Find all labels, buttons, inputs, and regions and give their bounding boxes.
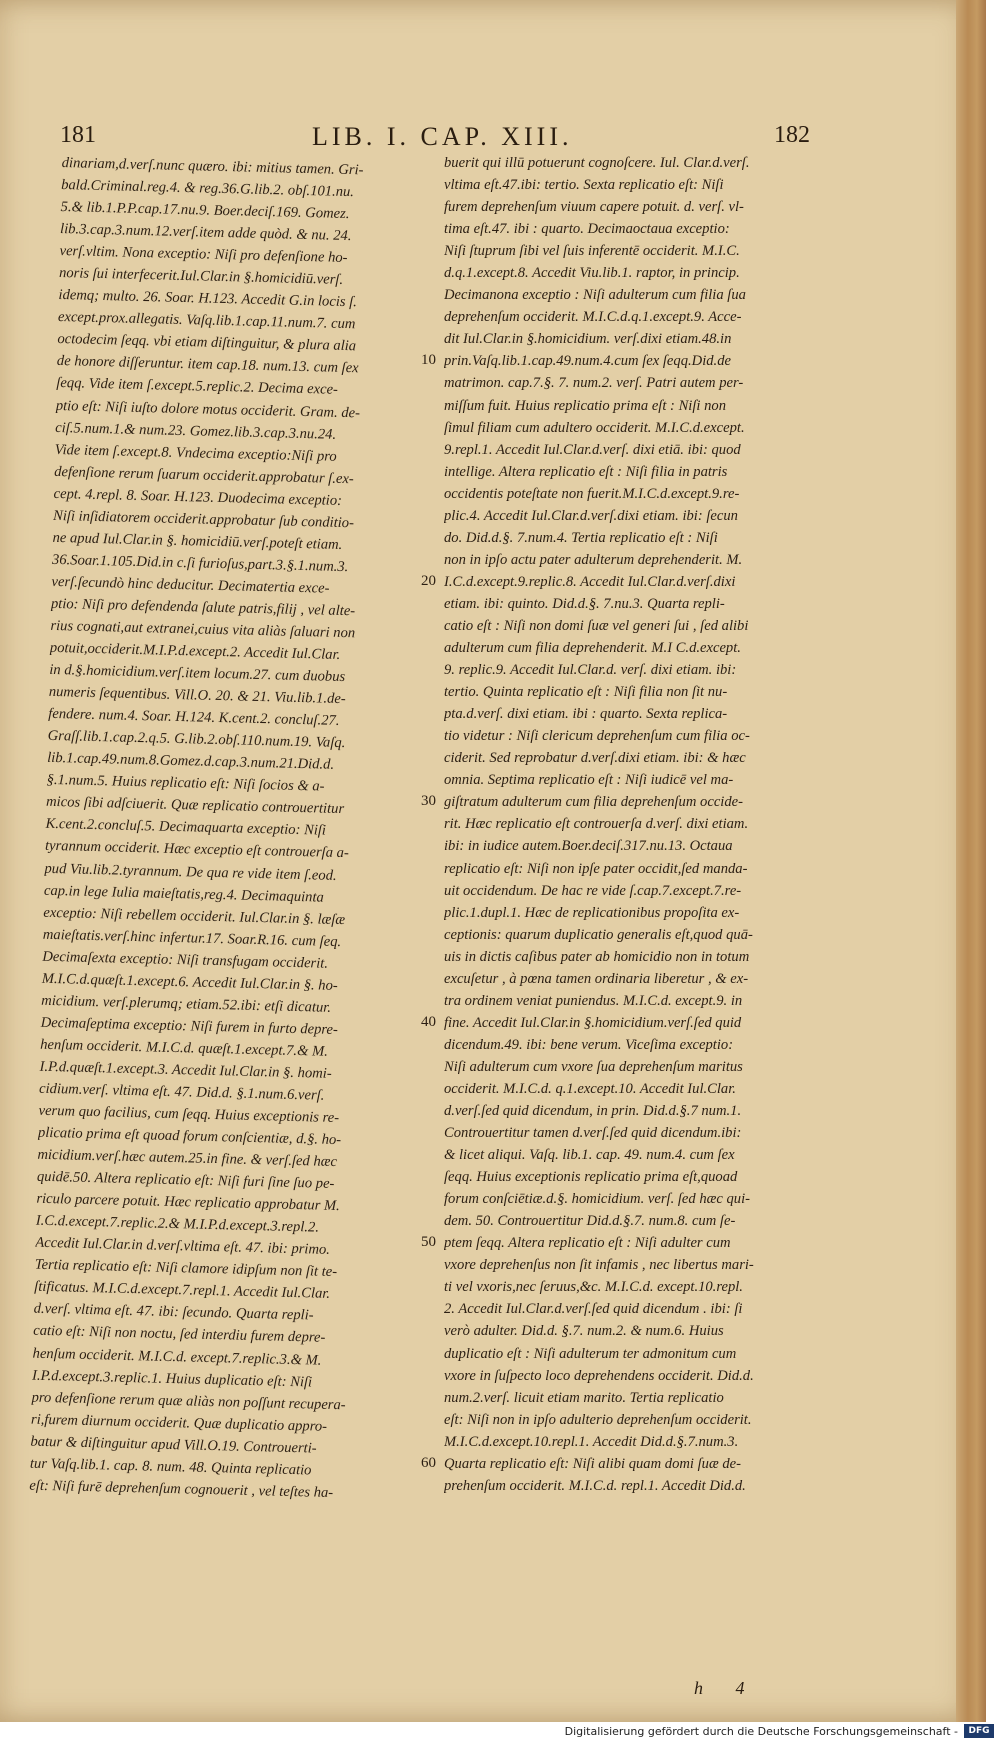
line-number: 20 [421, 572, 436, 589]
text-line: lib.1.cap.49.num.8.Gomez.d.cap.3.num.21.Did.d. [46, 750, 335, 774]
text-line: §.1.num.5. Huius replicatio eſt: Niſi ſocios & a- [46, 772, 325, 795]
line-number: 10 [421, 352, 436, 369]
text-line: I.P.d.except.3.replic.1. Huius duplicatio eſt: Niſi [31, 1367, 313, 1391]
text-line: matrimon. cap.7.§. 7. num.2. verſ. Patri autem per- [444, 375, 744, 392]
text-line: K.cent.2.concluſ.5. Decimaquarta exceptio: Niſi [45, 816, 327, 840]
text-line: 2. Accedit Iul.Clar.d.verſ.ſed quid dicendum . ibi: ſi [444, 1301, 743, 1318]
text-line: Decimanona exceptio : Niſi adulterum cum filia ſua [444, 287, 746, 304]
text-line: Controuertitur tamen d.verſ.ſed quid dicendum.ibi: [444, 1125, 742, 1142]
text-line: eſt: Niſi furē deprehenſum cognouerit , vel teſtes ha- [29, 1477, 334, 1501]
left-page-number: 181 [60, 122, 96, 148]
text-line: ſeqq. Vide item ſ.except.5.replic.2. Decima exce- [56, 375, 339, 399]
text-line: miſſum fuit. Huius replicatio prima eſt : Niſi non [444, 397, 727, 414]
text-line: d.verſ.ſed quid dicendum, in prin. Did.d.§.7 num.1. [444, 1103, 742, 1120]
text-line: tur Vaſq.lib.1. cap. 8. num. 48. Quinta replicatio [29, 1455, 312, 1479]
text-line: M.I.C.d.except.10.repl.1. Accedit Did.d.§.7.num.3. [444, 1433, 739, 1450]
text-line: excuſetur , à pœna tamen ordinaria liberetur , & ex- [444, 970, 749, 987]
running-title: LIB. I. CAP. XIII. [312, 122, 573, 151]
text-line: dicendum.49. ibi: bene verum. Viceſima exceptio: [444, 1036, 734, 1053]
text-line: cidium.verſ. vltima eſt. 47. Did.d. §.1.num.6.verſ. [38, 1080, 325, 1104]
text-line: potuit,occiderit.M.I.P.d.except.2. Accedit Iul.Clar. [49, 639, 341, 663]
text-line: exceptio: Niſi rebellem occiderit. Iul.Clar.in §. læſæ [43, 904, 346, 928]
text-line: micos ſibi adſciuerit. Quæ replicatio controuertitur [45, 794, 345, 818]
text-line: verſ.vltim. Nona exceptio: Niſi pro defenſione ho- [59, 243, 348, 267]
text-line: 9.repl.1. Accedit Iul.Clar.d.verſ. dixi etiā. ibi: quod [444, 441, 741, 458]
text-line: Accedit Iul.Clar.in d.verſ.vltima eſt. 47. ibi: primo. [35, 1234, 331, 1259]
text-line: 36.Soar.1.105.Did.in c.ſi furioſus,part.3.§.1.num.3. [51, 551, 349, 575]
line-number: 40 [421, 1013, 436, 1030]
text-line: eſt: Niſi non in ipſo adulterio deprehenſum occiderit. [444, 1411, 752, 1428]
text-line: ne apud Iul.Clar.in §. homicidiū.verſ.poteſt etiam. [52, 529, 343, 553]
text-line: ſeqq. Huius exceptionis replicatio prima eſt,quoad [444, 1169, 738, 1186]
text-line: rit. Hæc replicatio eſt controuerſa d.verſ. dixi etiam. [444, 816, 749, 833]
text-line: uit occidendum. De hac re vide ſ.cap.7.except.7.re- [444, 882, 742, 899]
text-line: adulterum cum filia deprehenderit. M.I C.d.except. [444, 640, 741, 657]
text-line: uis in dictis caſibus pater ab homicidio non in totum [444, 948, 750, 965]
text-line: vxore in ſuſpecto loco deprehendens occiderit. Did.d. [444, 1367, 754, 1384]
text-line: dinariam,d.verſ.nunc quæro. ibi: mitius tamen. Gri- [61, 154, 364, 179]
text-line: non in ipſo actu pater adulterum deprehenderit. M. [444, 551, 743, 568]
text-line: micidium. verſ.plerumq; etiam.52.ibi: etſi dicatur. [41, 992, 332, 1016]
right-text-column [444, 152, 802, 1497]
text-line: ptem ſeqq. Altera replicatio eſt : Niſi adulter cum [444, 1235, 731, 1252]
text-line: bald.Criminal.reg.4. & reg.36.G.lib.2. obſ.101.nu. [60, 177, 355, 201]
text-line: tio videtur : Niſi clericum deprehenſum cum filia oc- [444, 728, 750, 745]
text-line: Decimaſeptima exceptio: Niſi furem in furto depre- [40, 1014, 339, 1038]
text-line: prehenſum occiderit. M.I.C.d. repl.1. Accedit Did.d. [444, 1477, 746, 1494]
text-line: pro defenſione rerum quæ aliàs non poſſunt recupera- [31, 1389, 346, 1413]
text-line: ſtificatus. M.I.C.d.except.7.repl.1. Accedit Iul.Clar. [34, 1279, 331, 1303]
text-line: num.2.verſ. licuit etiam marito. Tertia replicatio [444, 1389, 724, 1406]
text-line: I.C.d.except.9.replic.8. Accedit Iul.Clar.d.verſ.dixi [444, 573, 736, 590]
text-line: catio eſt : Niſi non domi ſuæ vel generi ſui , ſed alibi [444, 617, 749, 634]
text-line: in d.§.homicidium.verſ.item locum.27. cum duobus [49, 661, 346, 686]
digitization-footer [0, 1722, 1000, 1741]
text-line: quidē.50. Altera replicatio eſt: Niſi furi ſine ſuo pe- [36, 1168, 335, 1193]
text-line: vxore deprehenſus non ſit infamis , nec libertus mari- [444, 1257, 754, 1274]
text-line: numeris ſequentibus. Vill.O. 20. & 21. Viu.lib.1.de- [48, 683, 346, 708]
text-line: plic.4. Accedit Iul.Clar.d.verſ.dixi etiam. ibi: ſecun [444, 507, 738, 524]
text-line: omnia. Septima replicatio eſt : Niſi iudicē vel ma- [444, 772, 734, 789]
text-line: Niſi adulterum cum vxore ſua deprehenſum maritus [444, 1058, 743, 1075]
text-line: prin.Vaſq.lib.1.cap.49.num.4.cum ſex ſeqq.Did.de [444, 353, 731, 370]
text-line: Tertia replicatio eſt: Niſi clamore idipſum non ſit te- [34, 1257, 338, 1281]
text-line: I.C.d.except.7.replic.2.& M.I.P.d.except.3.repl.2. [35, 1212, 320, 1236]
text-line: verò adulter. Did.d. §.7. num.2. & num.6. Huius [444, 1323, 724, 1340]
text-line: catio eſt: Niſi non noctu, ſed interdiu furem depre- [32, 1323, 326, 1347]
text-line: ſimul filiam cum adultero occiderit. M.I.C.d.except. [444, 419, 745, 436]
text-line: ri,furem diurnum occiderit. Quæ duplicatio appro- [30, 1411, 328, 1435]
text-line: deprehenſum occiderit. M.I.C.d.q.1.except.9. Acce- [444, 309, 742, 326]
text-line: tima eſt.47. ibi : quarto. Decimaoctaua exceptio: [444, 221, 730, 238]
left-text-column [29, 152, 424, 1505]
text-line: tyrannum occiderit. Hæc exceptio eſt controuerſa a- [44, 838, 349, 862]
text-line: dem. 50. Controuertitur Did.d.§.7. num.8. cum ſe- [444, 1213, 736, 1230]
text-line: d.verſ. vltima eſt. 47. ibi: ſecundo. Quarta repli- [33, 1301, 314, 1324]
text-line: furem deprehenſum viuum capere potuit. d. verſ. vl- [444, 199, 744, 216]
text-line: Graſſ.lib.1.cap.2.q.5. G.lib.2.obſ.110.num.19. Vaſq. [47, 728, 346, 752]
text-line: ceptionis: quarum duplicatio generalis eſt,quod quā- [444, 926, 753, 943]
text-line: d.q.1.except.8. Accedit Viu.lib.1. raptor, in princip. [444, 265, 740, 282]
text-line: except.prox.allegatis. Vaſq.lib.1.cap.11.num.7. cum [57, 309, 356, 333]
text-line: fendere. num.4. Soar. H.124. K.cent.2. concluſ.27. [48, 706, 340, 730]
text-line: occidentis poteſtate non fuerit.M.I.C.d.except.9.re- [444, 485, 740, 502]
text-line: pta.d.verſ. dixi etiam. ibi : quarto. Sexta replica- [444, 706, 728, 723]
right-page-number: 182 [774, 122, 810, 148]
text-line: riculo parcere potuit. Hæc replicatio approbatur M. [36, 1190, 340, 1215]
text-line: henſum occiderit. M.I.C.d. except.7.replic.3.& M. [32, 1345, 322, 1369]
text-line: fine. Accedit Iul.Clar.in §.homicidium.verſ.ſed quid [444, 1014, 742, 1031]
text-line: Quarta replicatio eſt: Niſi alibi quam domi ſuæ de- [444, 1455, 741, 1472]
signature-mark: h 4 [694, 1678, 759, 1698]
text-line: I.P.d.quæſt.1.except.3. Accedit Iul.Clar.in §. homi- [39, 1058, 332, 1082]
text-line: etiam. ibi: quinto. Did.d.§. 7.nu.3. Quarta repli- [444, 595, 725, 612]
text-line: pud Viu.lib.2.tyrannum. De qua re vide item ſ.eod. [44, 860, 337, 884]
text-line: ciſ.5.num.1.& num.23. Gomez.lib.3.cap.3.nu.24. [55, 419, 337, 443]
text-line: Decimaſexta exceptio: Niſi transfugam occiderit. [42, 948, 329, 972]
text-line: M.I.C.d.quæſt.1.except.6. Accedit Iul.Clar.in §. ho- [41, 970, 338, 994]
text-line: do. Did.d.§. 7.num.4. Tertia replicatio eſt : Niſi [444, 529, 718, 546]
dfg-logo: DFG [964, 1724, 994, 1738]
text-line: ibi: in iudice autem.Boer.deciſ.317.nu.13. Octaua [444, 838, 733, 855]
line-number: 60 [421, 1454, 436, 1471]
text-line: octodecim ſeqq. vbi etiam diſtinguitur, & plura alia [57, 331, 357, 355]
text-line: idemq; multo. 26. Soar. H.123. Accedit G.in locis ſ. [58, 287, 358, 311]
text-line: defenſione rerum ſuarum occiderit.approbatur ſ.ex- [53, 463, 354, 487]
text-line: replicatio eſt: Niſi non ipſe pater occidit,ſed manda- [444, 860, 748, 877]
text-line: ptio: Niſi pro defendenda ſalute patris,filij , vel alte- [50, 595, 356, 620]
text-line: verſ.ſecundò hinc deducitur. Decimatertia exce- [51, 573, 330, 597]
line-number: 50 [421, 1234, 436, 1251]
text-line: plicatio prima eſt quoad forum conſcientiæ, d.§. ho- [37, 1124, 342, 1149]
text-line: cept. 4.repl. 8. Soar. H.123. Duodecima exceptio: [53, 485, 343, 509]
text-line: vltima eſt.47.ibi: tertio. Sexta replicatio eſt: Niſi [444, 177, 724, 194]
text-line: rius cognati,aut extranei,cuius vita aliàs ſaluari non [50, 617, 356, 642]
text-line: ciderit. Sed reprobatur d.verſ.dixi etiam. ibi: & hæc [444, 750, 746, 767]
text-line: de honore diſſeruntur. item cap.18. num.13. cum ſex [56, 353, 359, 377]
footer-credit: Digitalisierung gefördert durch die Deutsche Forschungsgemeinschaft - [564, 1725, 958, 1738]
text-line: noris ſui interfecerit.Iul.Clar.in §.homicidiū.verſ. [58, 265, 344, 289]
text-line: tra ordinem veniat puniendus. M.I.C.d. except.9. in [444, 992, 743, 1009]
text-line: ptio eſt: Niſi iuſto dolore motus occiderit. Gram. de- [55, 397, 361, 421]
text-line: occiderit. M.I.C.d. q.1.except.10. Accedit Iul.Clar. [444, 1080, 736, 1097]
text-line: intellige. Altera replicatio eſt : Niſi filia in patris [444, 463, 728, 480]
page-edge [956, 0, 986, 1722]
text-line: 5.& lib.1.P.P.cap.17.nu.9. Boer.deciſ.169. Gomez. [60, 199, 350, 223]
text-line: batur & diſtinguitur apud Vill.O.19. Controuerti- [30, 1433, 317, 1457]
text-line: cap.in lege Iulia maieſtatis,reg.4. Decimaquinta [43, 882, 325, 906]
text-line: giſtratum adulterum cum filia deprehenſum occide- [444, 794, 743, 811]
text-line: tertio. Quinta replicatio eſt : Niſi filia non ſit nu- [444, 684, 728, 701]
text-line: duplicatio eſt : Niſi adulterum ter admonitum cum [444, 1345, 737, 1362]
text-line: Niſi inſidiatorem occiderit.approbatur ſub conditio- [52, 507, 355, 531]
text-line: verum quo facilius, cum ſeqq. Huius exceptionis re- [38, 1102, 340, 1127]
text-line: dit Iul.Clar.in §.homicidium. verſ.dixi etiam.48.in [444, 331, 732, 348]
text-line: 9. replic.9. Accedit Iul.Clar.d. verſ. dixi etiam. ibi: [444, 662, 737, 679]
text-line: henſum occiderit. M.I.C.d. quæſt.1.except.7.& M. [39, 1036, 329, 1060]
line-number: 30 [421, 793, 436, 810]
text-line: plic.1.dupl.1. Hæc de replicationibus propoſita ex- [444, 904, 740, 921]
text-line: Vide item ſ.except.8. Vndecima exceptio:Niſi pro [54, 441, 337, 465]
text-line: maieſtatis.verſ.hinc infertur.17. Soar.R.16. cum ſeq. [42, 926, 342, 950]
text-line: ti vel vxoris,nec ſeruus,&c. M.I.C.d. except.10.repl. [444, 1279, 743, 1296]
text-line: lib.3.cap.3.num.12.verſ.item adde quòd. & nu. 24. [59, 221, 352, 245]
text-line: forum conſciētiæ.d.§. homicidium. verſ. ſed hæc qui- [444, 1191, 751, 1208]
text-line: Niſi ſtuprum ſibi vel ſuis inferentē occiderit. M.I.C. [444, 243, 740, 260]
running-header [0, 122, 986, 154]
text-line: micidium.verſ.hæc autem.25.in fine. & verſ.ſed hæc [37, 1146, 338, 1171]
text-line: buerit qui illū potuerunt cognoſcere. Iul. Clar.d.verſ. [444, 155, 750, 171]
text-line: & licet aliqui. Vaſq. lib.1. cap. 49. num.4. cum ſex [444, 1147, 735, 1164]
